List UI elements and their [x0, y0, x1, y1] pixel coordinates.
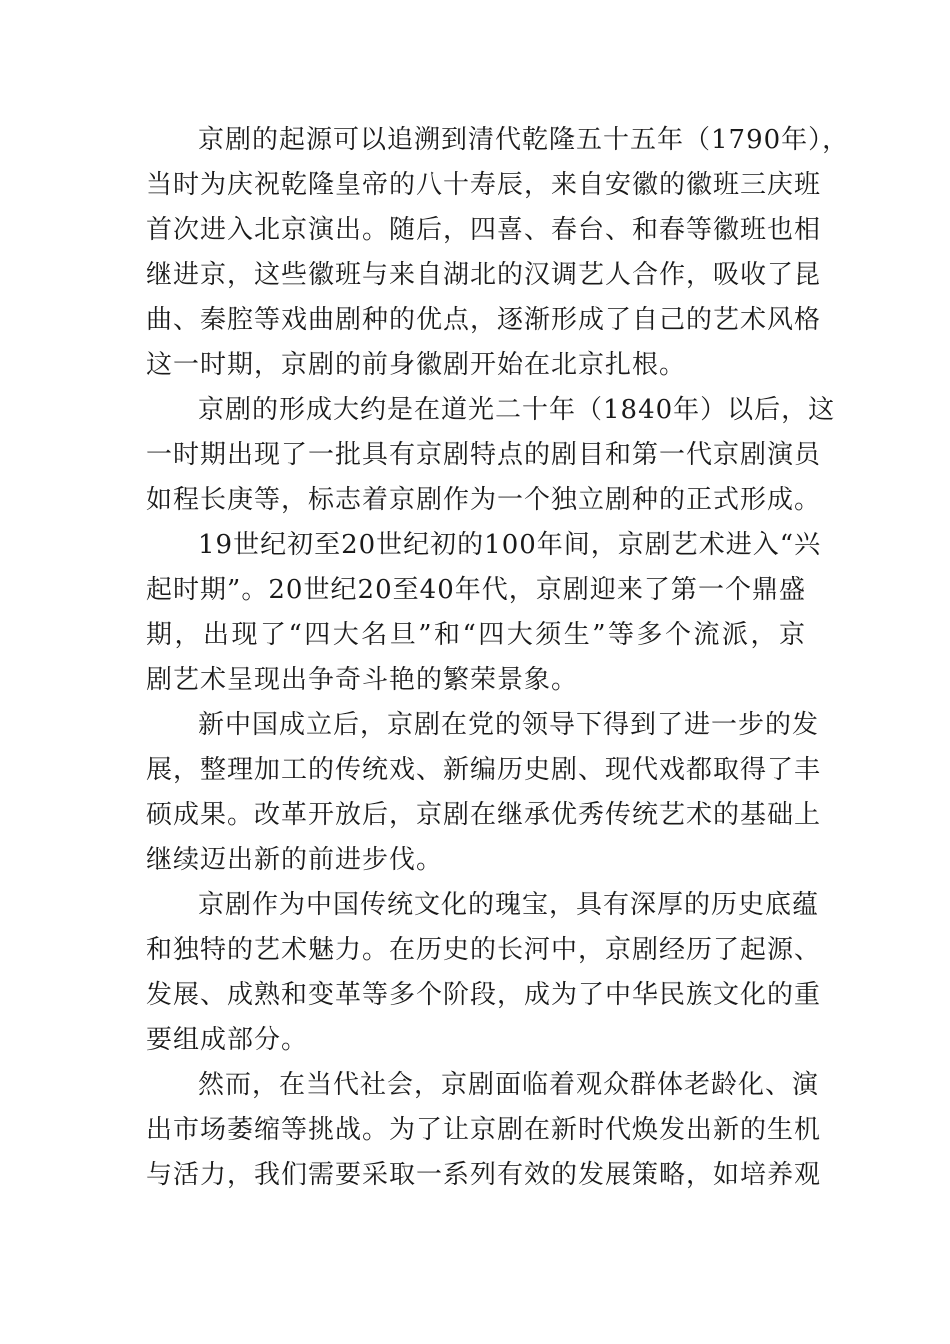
text-line: 然而，在当代社会，京剧面临着观众群体老龄化、演 — [198, 1070, 820, 1100]
text-line: 继进京，这些徽班与来自湖北的汉调艺人合作，吸收了昆 — [146, 260, 822, 290]
text-line: 这一时期，京剧的前身徽剧开始在北京扎根。 — [146, 350, 687, 380]
text-line: 京剧作为中国传统文化的瑰宝，具有深厚的历史底蕴 — [198, 890, 820, 920]
text-line: 和独特的艺术魅力。在历史的长河中，京剧经历了起源、 — [146, 935, 822, 965]
text-line: 当时为庆祝乾隆皇帝的八十寿辰，来自安徽的徽班三庆班 — [146, 170, 822, 200]
text-line: 要组成部分。 — [146, 1025, 309, 1055]
document-body — [146, 118, 850, 1198]
text-line: 期，出现了“四大名旦”和“四大须生”等多个流派，京 — [146, 620, 806, 650]
text-line: 起时期”。20世纪20至40年代，京剧迎来了第一个鼎盛 — [146, 575, 806, 605]
text-line: 京剧的形成大约是在道光二十年（1840年）以后，这 — [198, 395, 836, 425]
text-line: 展，整理加工的传统戏、新编历史剧、现代戏都取得了丰 — [146, 755, 822, 785]
text-line: 如程长庚等，标志着京剧作为一个独立剧种的正式形成。 — [146, 485, 822, 515]
text-line: 与活力，我们需要采取一系列有效的发展策略，如培养观 — [146, 1160, 822, 1190]
text-line: 发展、成熟和变革等多个阶段，成为了中华民族文化的重 — [146, 980, 822, 1010]
text-line: 新中国成立后，京剧在党的领导下得到了进一步的发 — [198, 710, 820, 740]
text-line: 剧艺术呈现出争奇斗艳的繁荣景象。 — [146, 665, 579, 695]
text-line: 硕成果。改革开放后，京剧在继承优秀传统艺术的基础上 — [146, 800, 822, 830]
text-line: 19世纪初至20世纪初的100年间，京剧艺术进入“兴 — [198, 530, 822, 560]
text-line: 京剧的起源可以追溯到清代乾隆五十五年（1790年）， — [198, 125, 850, 155]
text-line: 首次进入北京演出。随后，四喜、春台、和春等徽班也相 — [146, 215, 822, 245]
text-line: 一时期出现了一批具有京剧特点的剧目和第一代京剧演员 — [146, 440, 822, 470]
text-line: 出市场萎缩等挑战。为了让京剧在新时代焕发出新的生机 — [146, 1115, 822, 1145]
text-line: 继续迈出新的前进步伐。 — [146, 845, 444, 875]
text-line: 曲、秦腔等戏曲剧种的优点，逐渐形成了自己的艺术风格 — [146, 305, 822, 335]
